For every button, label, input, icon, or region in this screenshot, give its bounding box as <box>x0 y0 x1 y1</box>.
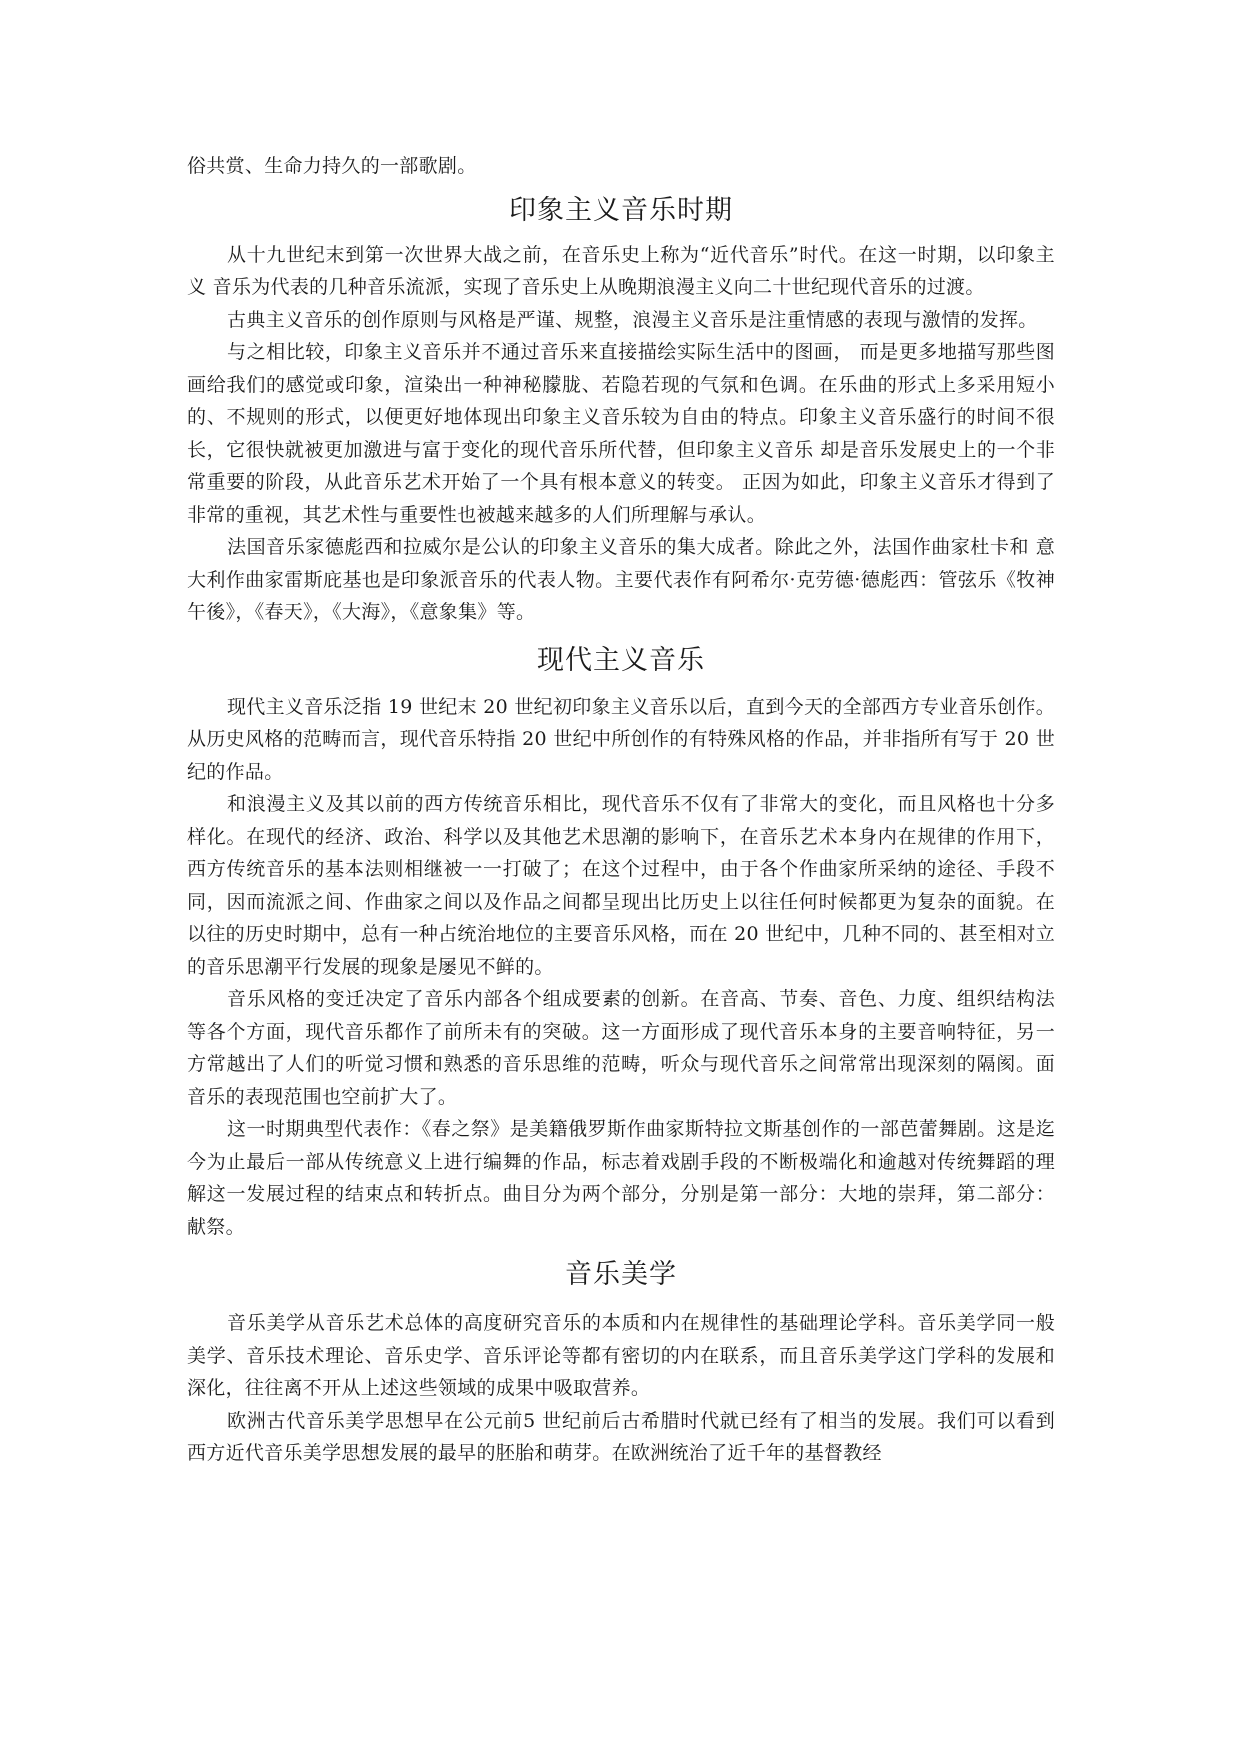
document-page <box>187 150 1055 1470</box>
intro-tail-paragraph: 俗共赏、生命力持久的一部歌剧。 <box>187 155 477 177</box>
heading-modernism: 现代主义音乐 <box>537 644 705 676</box>
aesthetics-paragraph-2: 欧洲古代音乐美学思想早在公元前5 世纪前后古希腊时代就已经有了相当的发展。我们可以看到西方近代音乐美学思想发展的最早的胚胎和萌芽。在欧洲统治了近千年的基督教经 <box>187 1409 1055 1464</box>
impressionism-paragraph-1: 从十九世纪末到第一次世界大战之前，在音乐史上称为“近代音乐”时代。在这一时期，以印象主义 音乐为代表的几种音乐流派，实现了音乐史上从晚期浪漫主义向二十世纪现代音乐的过渡。 <box>187 243 1055 298</box>
modernism-paragraph-4: 这一时期典型代表作：《春之祭》是美籍俄罗斯作曲家斯特拉文斯基创作的一部芭蕾舞剧。这是迄今为止最后一部从传统意义上进行编舞的作品，标志着戏剧手段的不断极端化和逾越对传统舞蹈的理解这一发展过程的结束点和转折点。曲目分为两个部分，分别是第一部分：大地的崇拜，第二部分：献祭。 <box>187 1118 1055 1238</box>
modernism-paragraph-3: 音乐风格的变迁决定了音乐内部各个组成要素的创新。在音高、节奏、音色、力度、组织结构法等各个方面，现代音乐都作了前所未有的突破。这一方面形成了现代音乐本身的主要音响特征，另一方常越出了人们的听觉习惯和熟悉的音乐思维的范畴，听众与现代音乐之间常常出现深刻的隔阂。面音乐的表现范围也空前扩大了。 <box>187 988 1055 1108</box>
modernism-paragraph-1: 现代主义音乐泛指 19 世纪末 20 世纪初印象主义音乐以后，直到今天的全部西方专业音乐创作。从历史风格的范畴而言，现代音乐特指 20 世纪中所创作的有特殊风格的作品，并非指所有写于 20 世纪的作品。 <box>187 695 1055 783</box>
impressionism-paragraph-3: 与之相比较，印象主义音乐并不通过音乐来直接描绘实际生活中的图画， 而是更多地描写那些图画给我们的感觉或印象，渲染出一种神秘朦胧、若隐若现的气氛和色调。在乐曲的形式上多采用短小的、不规则的形式，以便更好地体现出印象主义音乐较为自由的特点。印象主义音乐盛行的时间不很长，它很快就被更加激进与富于变化的现代音乐所代替，但印象主义音乐 却是音乐发展史上的一个非常重要的阶段，从此音乐艺术开始了一个具有根本意义的转变。 正因为如此，印象主义音乐才得到了非常的重视，其艺术性与重要性也被越来越多的人们所理解与承认。 <box>187 341 1055 526</box>
impressionism-paragraph-2: 古典主义音乐的创作原则与风格是严谨、规整，浪漫主义音乐是注重情感的表现与激情的发挥。 <box>227 308 1038 331</box>
modernism-paragraph-2: 和浪漫主义及其以前的西方传统音乐相比，现代音乐不仅有了非常大的变化，而且风格也十分多样化。在现代的经济、政治、科学以及其他艺术思潮的影响下，在音乐艺术本身内在规律的作用下，西方传统音乐的基本法则相继被一一打破了；在这个过程中，由于各个作曲家所采纳的途径、手段不同，因而流派之间、作曲家之间以及作品之间都呈现出比历史上以往任何时候都更为复杂的面貌。在以往的历史时期中，总有一种占统治地位的主要音乐风格，而在 20 世纪中，几种不同的、甚至相对立的音乐思潮平行发展的现象是屡见不鲜的。 <box>187 793 1055 978</box>
heading-music-aesthetics: 音乐美学 <box>565 1259 677 1290</box>
impressionism-paragraph-4: 法国音乐家德彪西和拉威尔是公认的印象主义音乐的集大成者。除此之外，法国作曲家杜卡和 意大利作曲家雷斯庇基也是印象派音乐的代表人物。主要代表作有阿希尔·克劳德·德彪西：管弦乐《牧神午後》，《春天》，《大海》，《意象集》等。 <box>187 536 1055 623</box>
heading-impressionism: 印象主义音乐时期 <box>509 194 733 226</box>
aesthetics-paragraph-1: 音乐美学从音乐艺术总体的高度研究音乐的本质和内在规律性的基础理论学科。音乐美学同一般美学、音乐技术理论、音乐史学、音乐评论等都有密切的内在联系，而且音乐美学这门学科的发展和深化，往往离不开从上述这些领域的成果中吸取营养。 <box>187 1312 1055 1399</box>
